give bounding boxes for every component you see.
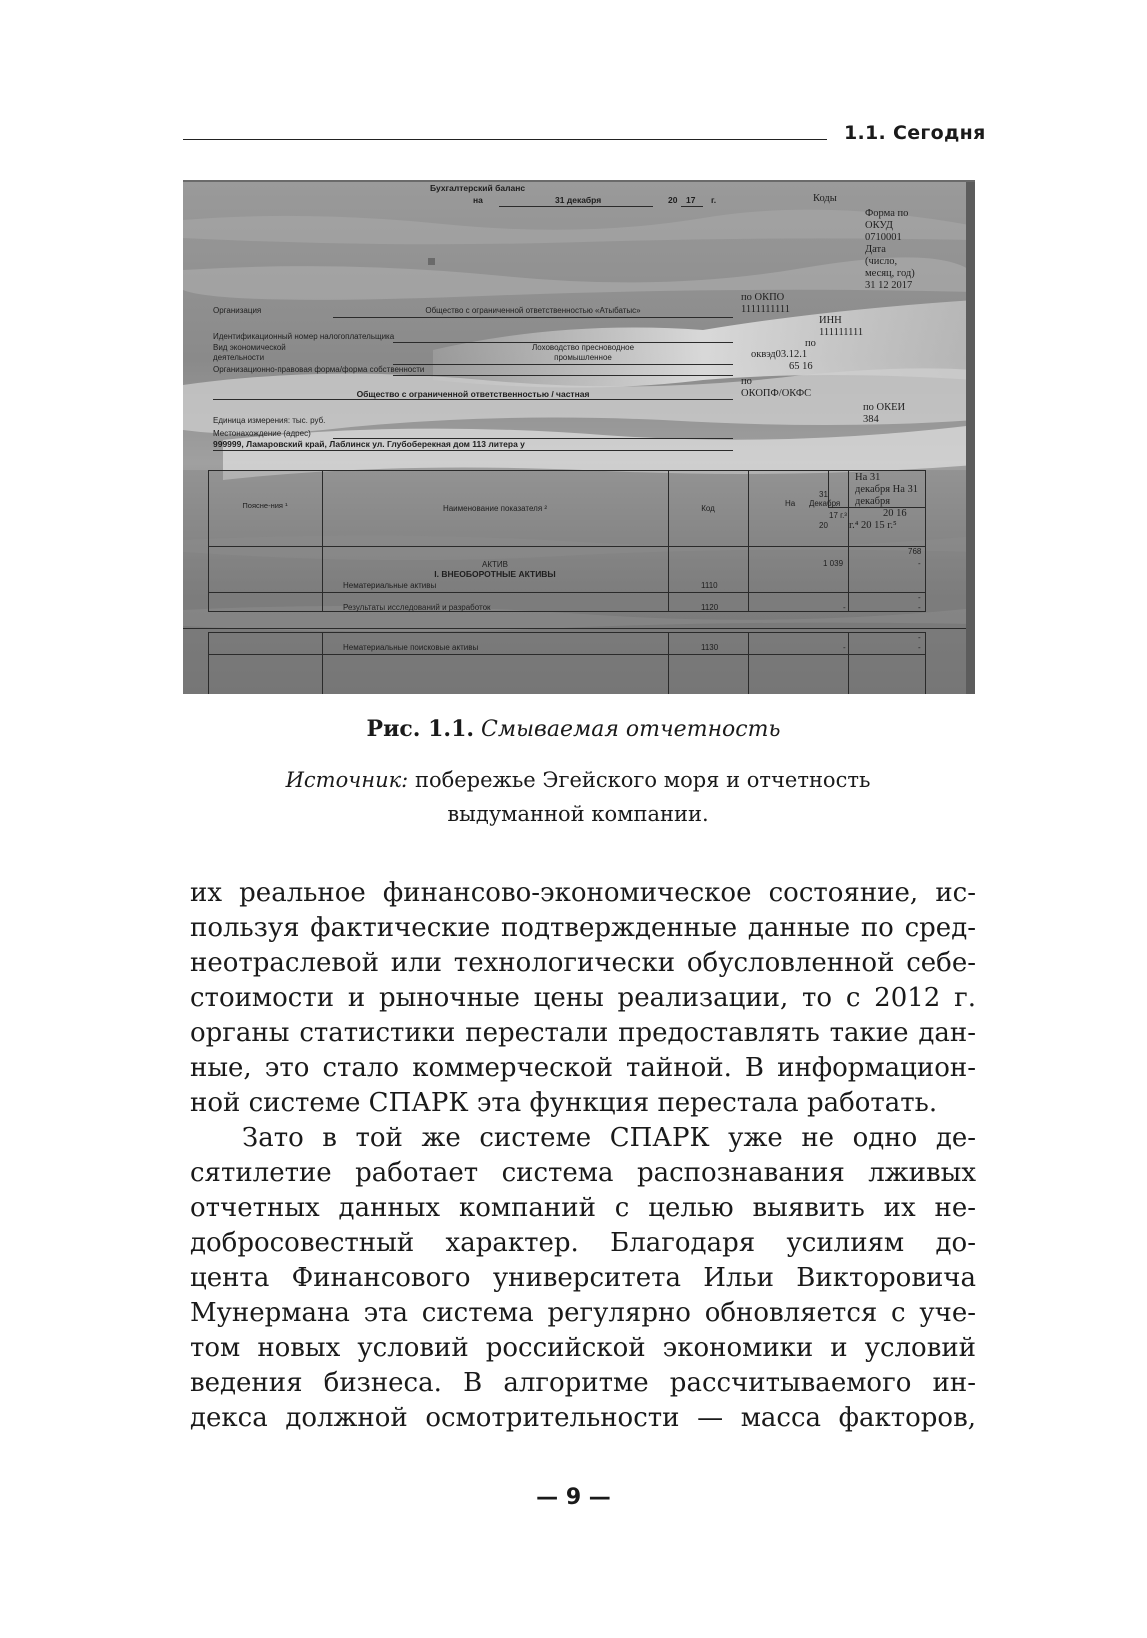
row-1-name: Нематериальные активы — [343, 581, 437, 590]
row-3-name: Нематериальные поисковые активы — [343, 643, 479, 652]
year-prefix: 20 — [668, 195, 678, 205]
body-line: их реальное финансово-экономическое состояние, ис- — [190, 878, 976, 908]
inn-value: 111111111 — [819, 327, 864, 338]
year-underline — [681, 206, 703, 207]
inn-label: ИНН — [819, 315, 842, 326]
col-prev-3: декабря — [855, 496, 891, 507]
col-prev-5: г.⁴ 20 15 г.⁵ — [849, 520, 897, 531]
figure-caption — [0, 716, 1147, 742]
org-label: Организация — [213, 306, 262, 315]
legal-form-value-underline — [213, 399, 733, 400]
row-divider-2 — [208, 654, 926, 655]
okved-prefix: по — [805, 338, 816, 349]
legal-form-label: Организационно-правовая форма/форма собственности — [213, 365, 425, 374]
col-divider-3 — [748, 470, 749, 612]
col-current-na: На — [785, 499, 796, 508]
date-prefix: на — [473, 195, 483, 205]
page-number: — 9 — — [536, 1485, 611, 1510]
legal-form-value: Общество с ограниченной ответственностью / частная — [356, 389, 590, 399]
form-title: Бухгалтерский баланс — [430, 183, 526, 193]
activity-underline — [393, 364, 733, 365]
body-line: декса должной осмотрительности — масса факторов, — [190, 1403, 976, 1433]
row-2-name: Результаты исследований и разработок — [343, 603, 491, 612]
legal-form-underline — [393, 375, 733, 376]
inn-label-text: Идентификационный номер налогоплательщика — [213, 332, 395, 341]
header-row-divider — [208, 546, 926, 547]
body-line: органы статистики перестали предоставлять такие дан- — [190, 1018, 976, 1048]
row-1-prev2: - — [918, 559, 921, 568]
org-underline — [333, 317, 733, 318]
source-line-2: выдуманной компании. — [447, 802, 709, 826]
section-asset: АКТИВ — [482, 560, 508, 569]
row-3-prev2: - — [918, 643, 921, 652]
row-1-prev: 768 — [908, 547, 922, 556]
okved-value: оквэд03.12.1 — [751, 349, 808, 360]
okud-line-6: месяц, год) — [865, 268, 915, 279]
col-divider-3b — [748, 632, 749, 694]
date-underline — [499, 206, 653, 207]
activity-value-2: промышленное — [554, 353, 612, 362]
col-divider-4b — [848, 632, 849, 694]
okpo-value: 1111111111 — [741, 304, 790, 315]
col-current-year: 17 г.³ — [829, 511, 847, 520]
okei-label: по ОКЕИ — [863, 402, 906, 413]
address-value: 999999, Ламаровский край, Лаблинск ул. Глубоберекная дом 113 литера у — [213, 439, 525, 449]
okopf-code: 65 16 — [789, 361, 813, 372]
table-break-line — [183, 628, 966, 629]
balance-table-continued — [208, 632, 926, 694]
body-line: сятилетие работает система распознавания лживых — [190, 1158, 976, 1188]
activity-value-1: Лоховодство пресноводное — [531, 343, 635, 352]
col-code-header: Код — [701, 504, 715, 513]
unit-label: Единица измерения: тыс. руб. — [213, 416, 326, 425]
source-text-1: побережье Эгейского моря и отчетность — [414, 768, 871, 792]
col-prev-1: На 31 — [855, 472, 881, 483]
source-label: Источник: — [285, 768, 409, 792]
address-label: Местонахождение (адрес) — [213, 429, 311, 438]
body-line: ной системе СПАРК эта функция перестала работать. — [190, 1088, 938, 1118]
okopf-label: ОКОПФ/ОКФС — [741, 388, 812, 399]
codes-label: Коды — [813, 193, 837, 204]
okpo-label: по ОКПО — [741, 292, 785, 303]
source-line-1 — [238, 763, 918, 797]
okud-line-2: ОКУД — [865, 220, 893, 231]
col-divider-1 — [322, 470, 323, 612]
row-1-code: 1110 — [701, 581, 718, 590]
figure-source — [238, 763, 918, 831]
col-divider-2 — [668, 470, 669, 612]
okud-line-7: 31 12 2017 — [865, 280, 913, 291]
date-value: 31 декабря — [555, 195, 602, 205]
okopf-prefix: по — [741, 376, 752, 387]
body-line: Мунермана эта система регулярно обновляется с уче- — [190, 1298, 976, 1328]
address-underline — [213, 450, 733, 451]
caption-number: Рис. 1.1. — [366, 716, 475, 742]
body-line: Зато в той же системе СПАРК уже не одно де- — [242, 1123, 976, 1153]
row-divider-1 — [208, 592, 926, 593]
section-noncurrent: I. ВНЕОБОРОТНЫЕ АКТИВЫ — [434, 569, 556, 579]
col-current-month: Декабря — [809, 499, 841, 508]
row-2-code: 1120 — [701, 603, 719, 612]
okei-value: 384 — [863, 414, 879, 425]
body-line: отчетных данных компаний с целью выявить их не- — [190, 1193, 976, 1223]
okud-line-4: Дата — [865, 244, 886, 255]
body-line: ведения бизнеса. В алгоритме рассчитываемого ин- — [190, 1368, 976, 1398]
okud-line-1: Форма по — [865, 208, 909, 219]
col-current-century: 20 — [819, 521, 828, 530]
col-prev-2: декабря На 31 — [855, 484, 919, 495]
body-line: цента Финансового университета Ильи Викторовича — [190, 1263, 976, 1293]
body-line: неотраслевой или технологически обусловленной себе- — [190, 948, 976, 978]
row-3-code: 1130 — [701, 643, 719, 652]
col-note-header: Поясне-ния ¹ — [242, 501, 288, 510]
figure-balance-sheet-photo — [183, 180, 975, 694]
body-paragraph-1 — [190, 876, 976, 1121]
body-line: ные, это стало коммерческой тайной. В информацион- — [190, 1053, 976, 1083]
body-paragraph-2 — [190, 1121, 976, 1436]
row-3-current: - — [843, 643, 846, 652]
running-header: 1.1. Сегодня — [844, 122, 986, 144]
year-value: 17 — [686, 195, 696, 205]
okud-line-5: (число, — [865, 256, 898, 267]
body-line: том новых условий российской экономики и условий — [190, 1333, 976, 1363]
activity-label-2: деятельности — [213, 353, 265, 362]
col-divider-1b — [322, 632, 323, 694]
col-divider-2b — [668, 632, 669, 694]
row-2-prev: - — [918, 593, 921, 602]
year-suffix: г. — [711, 195, 717, 205]
body-line: стоимости и рыночные цены реализации, то с 2012 г. — [190, 983, 976, 1013]
body-line: пользуя фактические подтвержденные данные по сред- — [190, 913, 976, 943]
caption-title: Смываемая отчетность — [481, 717, 781, 742]
col-current-day: 31 — [819, 490, 828, 499]
org-value: Общество с ограниченной ответственностью «Атыбатыс» — [425, 306, 641, 315]
row-3-prev: - — [918, 633, 921, 642]
header-rule — [183, 139, 827, 140]
row-1-current: 1 039 — [823, 559, 844, 568]
okud-line-3: 0710001 — [865, 232, 902, 243]
col-name-header: Наименование показателя ² — [442, 504, 548, 513]
row-2-current: - — [843, 603, 846, 612]
body-line: добросовестный характер. Благодаря усилиям до- — [190, 1228, 976, 1258]
row-2-prev2: - — [918, 603, 921, 612]
activity-label-1: Вид экономической — [213, 343, 286, 352]
col-prev-4: 20 16 — [883, 508, 907, 519]
